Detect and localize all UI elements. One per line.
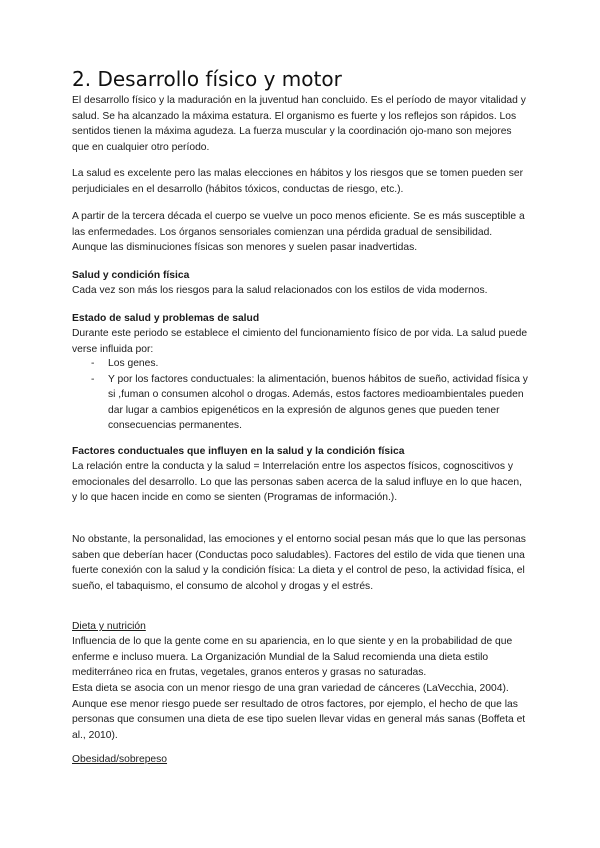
factores-paragraph-2: No obstante, la personalidad, las emociones y el entorno social pesan más que lo que las personas saben que deberían hacer (Conductas poco saludables). Factores del estilo de vida que tienen una fuerte conexión con la salud y la condición física: La dieta y el control de peso, la actividad física, el sueño, el tabaquismo, el consumo de alcohol y drogas y el estrés. xyxy=(72,534,526,592)
list-item-text: Los genes. xyxy=(108,358,159,369)
section-title: 2. Desarrollo físico y motor xyxy=(72,67,342,91)
estado-heading: Estado de salud y problemas de salud xyxy=(72,313,260,324)
list-item-text: Y por los factores conductuales: la alimentación, buenos hábitos de sueño, actividad física y si ,fuman o consumen alcohol o drogas. Además, estos factores medioambientales pueden dar lugar a cambios epigenéticos en la expresión de algunos genes que pueden tener consecuencias permanentes. xyxy=(108,373,528,432)
salud-paragraph: Cada vez son más los riesgos para la salud relacionados con los estilos de vida modernos. xyxy=(72,285,488,296)
dieta-paragraph-1: Influencia de lo que la gente come en su apariencia, en lo que siente y en la probabilidad de que enferme e incluso muera. La Organización Mundial de la Salud recomienda una dieta estilo mediterráneo rica en frutas, vegetales, granos enteros y grasas no saturadas. xyxy=(72,636,513,679)
intro-paragraph-2: La salud es excelente pero las malas elecciones en hábitos y los riesgos que se tomen pueden ser perjudiciales en el desarrollo (hábitos tóxicos, conductas de riesgo, etc.). xyxy=(72,168,524,195)
intro-paragraph-1: El desarrollo físico y la maduración en la juventud han concluido. Es el período de mayor vitalidad y salud. Se ha alcanzado la máxima estatura. El organismo es fuerte y los reflejos son rápidos. Los sentidos tienen la máxima agudeza. La fuerza muscular y la coordinación ojo-mano son mejores que en cualquier otro período. xyxy=(72,95,526,153)
list-item xyxy=(72,372,528,434)
intro-paragraph-3: A partir de la tercera década el cuerpo se vuelve un poco menos eficiente. Se es más susceptible a las enfermedades. Los órganos sensoriales comienzan una pérdida gradual de sensibilidad. Aunque las disminuciones físicas son menores y suelen pasar inadvertidas. xyxy=(72,211,525,254)
bullet-dash: - xyxy=(91,358,95,369)
factores-heading: Factores conductuales que influyen en la salud y la condición física xyxy=(72,446,405,457)
factors-list xyxy=(72,356,528,434)
obesidad-heading: Obesidad/sobrepeso xyxy=(72,754,168,765)
dieta-heading: Dieta y nutrición xyxy=(72,621,146,632)
salud-heading: Salud y condición física xyxy=(72,270,190,281)
dieta-paragraph-2: Esta dieta se asocia con un menor riesgo de una gran variedad de cánceres (LaVecchia, 2004). Aunque ese menor riesgo puede ser resultado de otros factores, por ejemplo, el hecho de que las personas que consumen una dieta de ese tipo suelen llevar vidas en general más sanas (Boffeta et al., 2010). xyxy=(72,683,526,741)
bullet-dash: - xyxy=(91,373,95,385)
factores-paragraph-1: La relación entre la conducta y la salud = Interrelación entre los aspectos físicos, cognoscitivos y emocionales del desarrollo. Lo que las personas saben acerca de la salud influye en lo que hacen, y lo que hacen incide en como se sienten (Programas de información.). xyxy=(72,461,522,504)
list-item xyxy=(72,356,528,372)
estado-paragraph: Durante este periodo se establece el cimiento del funcionamiento físico de por vida. La salud puede verse influida por: xyxy=(72,328,528,355)
